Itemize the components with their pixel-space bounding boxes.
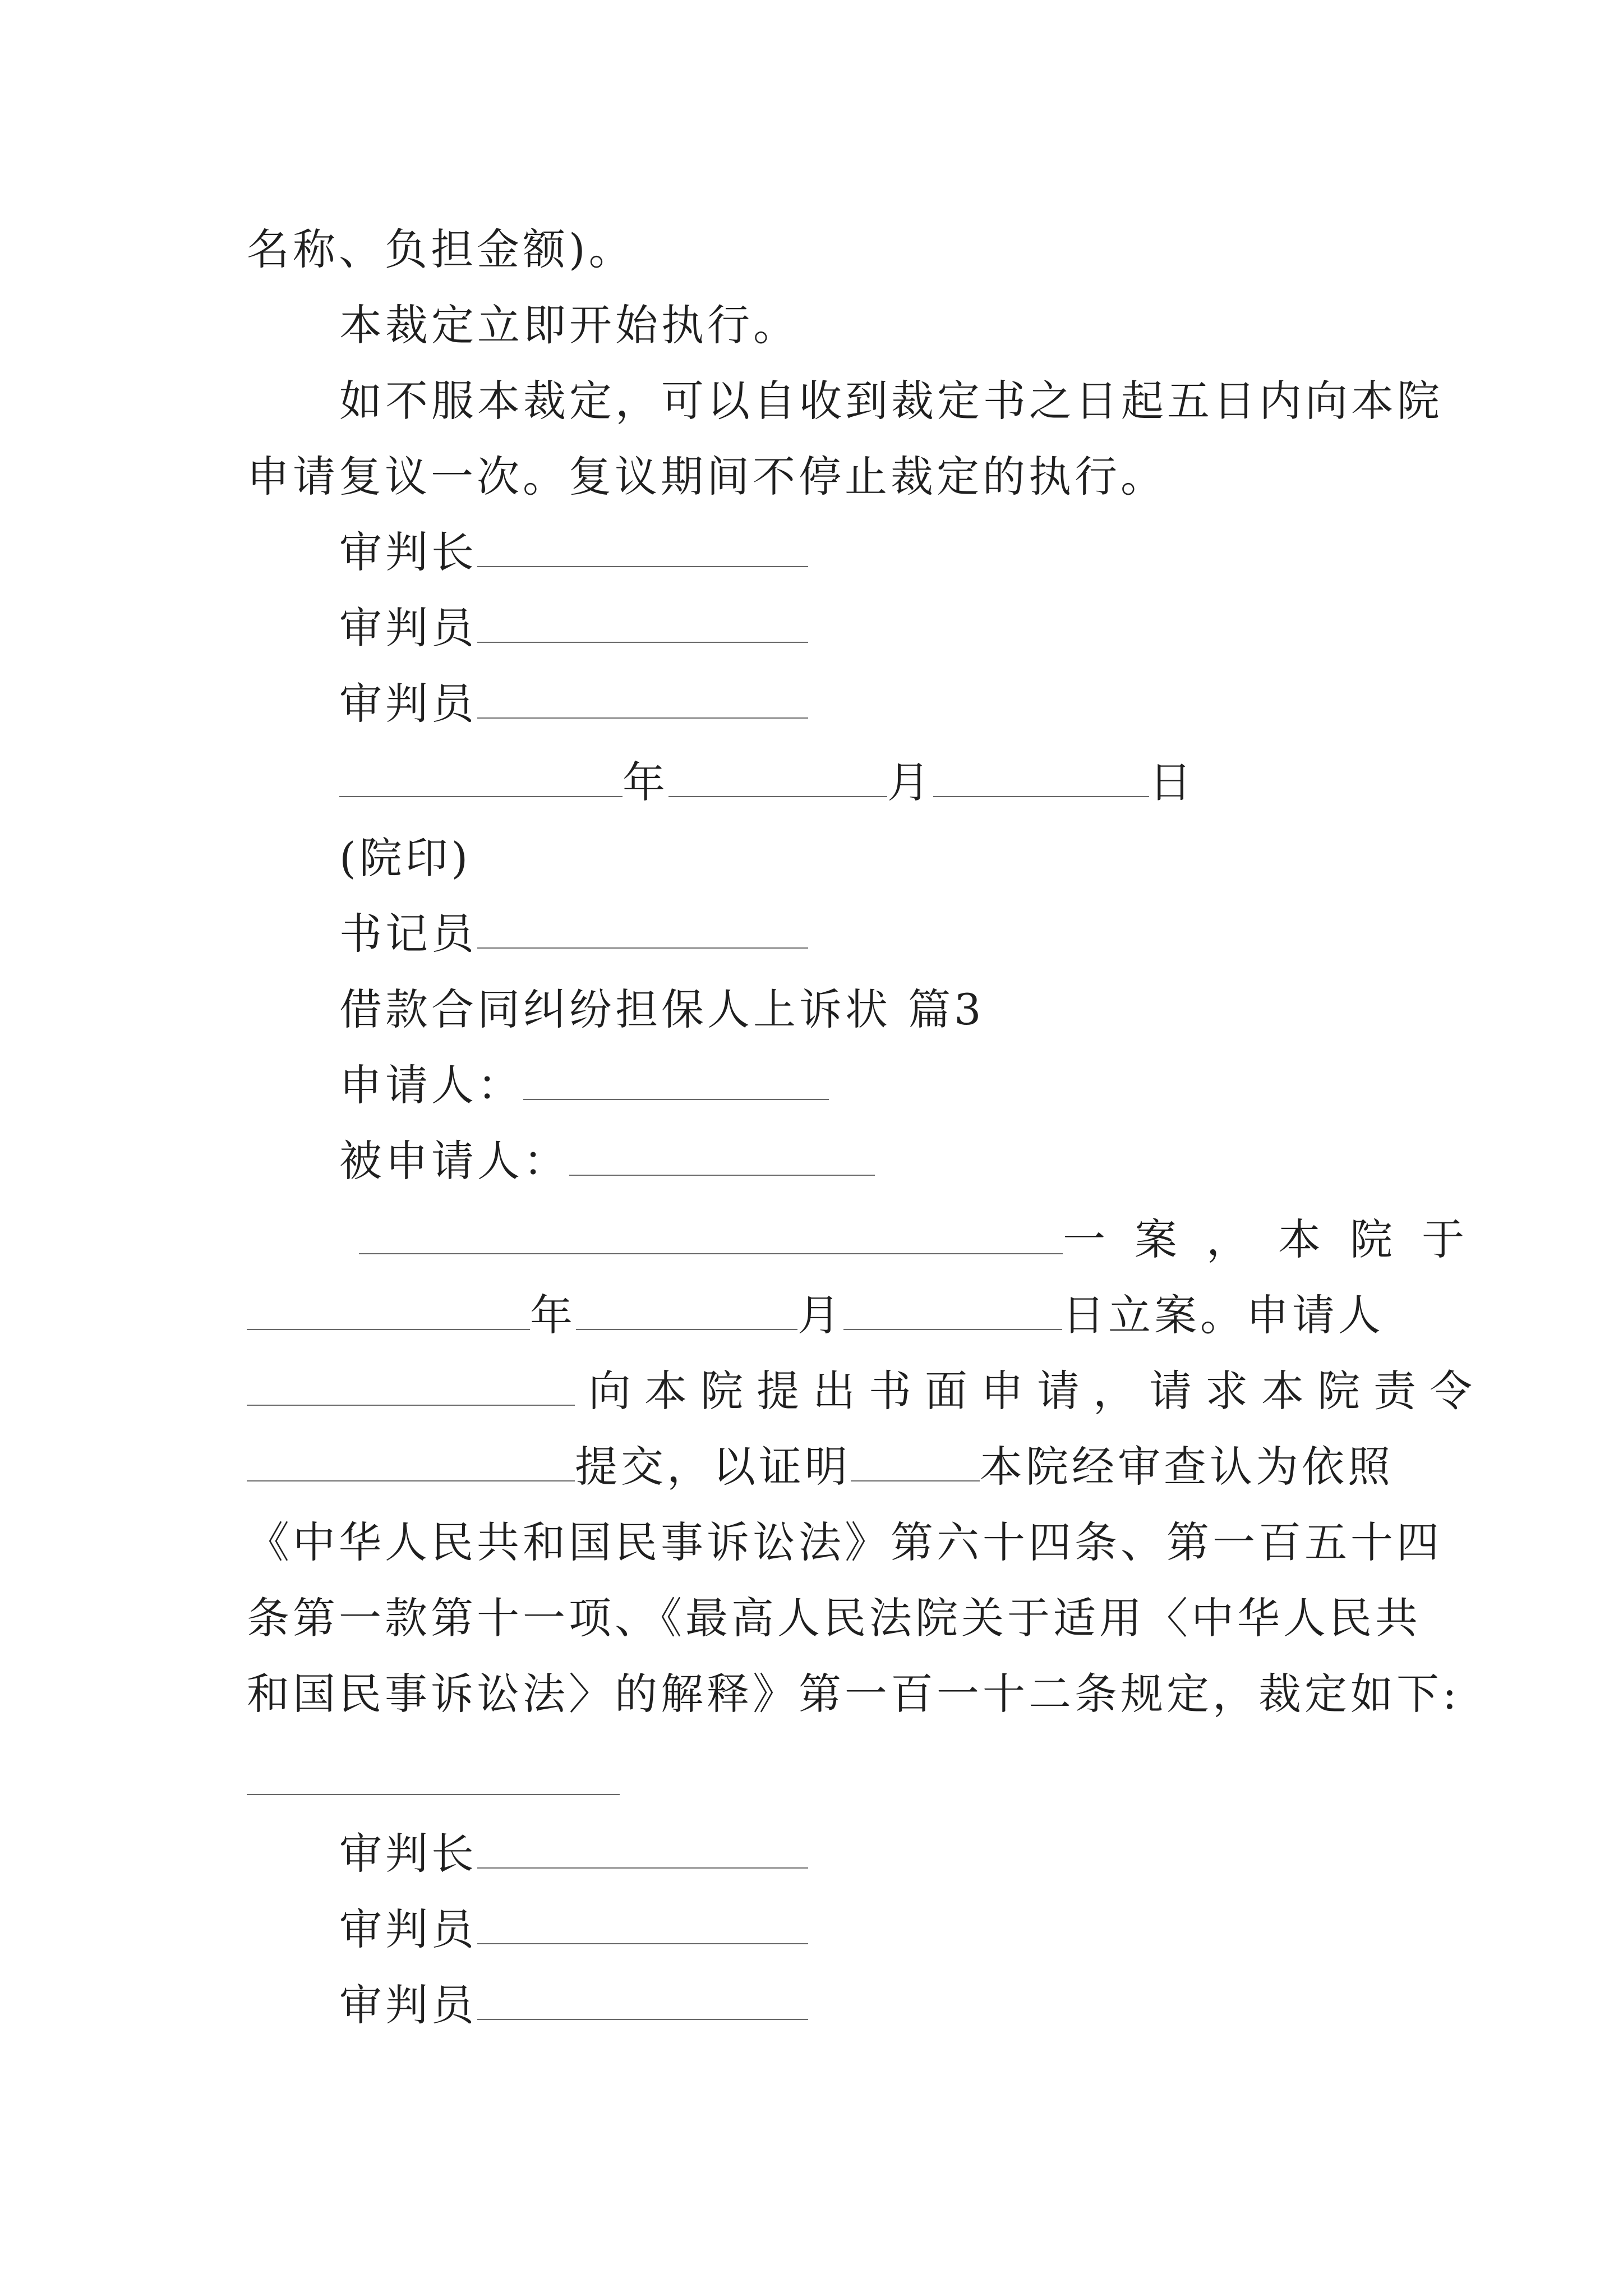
year-label: 年: [623, 757, 668, 807]
signature-label: 审判员: [339, 1980, 477, 2030]
paragraph-line: 本裁定立即开始执行。: [339, 300, 799, 350]
signature-blank: [477, 1977, 808, 2020]
signature-blank: [477, 600, 808, 643]
signature-blank: [477, 906, 808, 949]
signature-label: 审判长: [339, 527, 477, 577]
signature-blank: [477, 676, 808, 719]
court-seal-text: (院印): [339, 833, 472, 883]
day-label: 日: [1149, 757, 1195, 807]
signature-judge: [339, 600, 808, 656]
filing-date-line: [247, 1287, 1384, 1343]
signature-chief-judge: [339, 1826, 808, 1882]
signature-label: 审判员: [339, 679, 477, 729]
law-line: 条第一款第十一项、《最高人民法院关于适用〈中华人民共: [247, 1593, 1421, 1643]
case-name-blank: [359, 1212, 1063, 1254]
signature-label: 审判员: [339, 1904, 477, 1954]
applicant-label: 申请人：: [339, 1060, 523, 1110]
applicant-line: [339, 1057, 829, 1114]
filing-month-blank: [576, 1287, 797, 1330]
month-label: 月: [887, 757, 933, 807]
proof-blank: [851, 1439, 980, 1481]
filing-month-label: 月: [797, 1290, 843, 1340]
section-title: 借款合同纠纷担保人上诉状 篇3: [339, 984, 985, 1034]
review-text: 本院经审查认为依照: [980, 1442, 1394, 1492]
submit-text: 提交，以证明: [575, 1442, 851, 1492]
filing-day-blank: [843, 1287, 1062, 1330]
request-line: [247, 1363, 1486, 1419]
signature-judge: [339, 676, 808, 732]
applicant-blank: [523, 1057, 829, 1100]
ruling-blank: [247, 1794, 620, 1795]
case-line: [359, 1212, 1493, 1268]
law-line: 《中华人民共和国民事诉讼法》第六十四条、第一百五十四: [247, 1517, 1442, 1567]
filing-day-text: 日立案。申请人: [1062, 1290, 1384, 1340]
year-blank: [339, 754, 623, 797]
date-line: [339, 754, 1195, 811]
respondent-line: [339, 1133, 875, 1189]
request-text: 向本院提出书面申请，请求本院责令: [588, 1366, 1486, 1416]
signature-label: 审判员: [339, 603, 477, 653]
paragraph-line: 名称、负担金额)。: [247, 224, 635, 274]
applicant-name-blank: [247, 1363, 575, 1406]
signature-label: 书记员: [339, 909, 477, 959]
signature-clerk: [339, 906, 808, 962]
signature-chief-judge: [339, 524, 808, 581]
paragraph-line: 申请复议一次。复议期间不停止裁定的执行。: [247, 452, 1166, 501]
day-blank: [933, 754, 1149, 797]
paragraph-line: 如不服本裁定，可以自收到裁定书之日起五日内向本院: [339, 376, 1443, 426]
respondent-blank: [569, 1133, 875, 1176]
respondent-label: 被申请人：: [339, 1136, 569, 1186]
case-suffix: 一案，本院于: [1063, 1214, 1493, 1264]
law-line: 和国民事诉讼法〉的解释》第一百一十二条规定，裁定如下:: [247, 1669, 1460, 1719]
month-blank: [668, 754, 887, 797]
respondent-name-blank: [247, 1439, 575, 1481]
signature-judge: [339, 1977, 808, 2033]
signature-blank: [477, 1826, 808, 1869]
signature-blank: [477, 1902, 808, 1944]
filing-year-blank: [247, 1287, 530, 1330]
signature-judge: [339, 1902, 808, 1958]
signature-blank: [477, 524, 808, 567]
signature-label: 审判长: [339, 1829, 477, 1879]
filing-year-label: 年: [530, 1290, 576, 1340]
submit-line: [247, 1439, 1394, 1495]
